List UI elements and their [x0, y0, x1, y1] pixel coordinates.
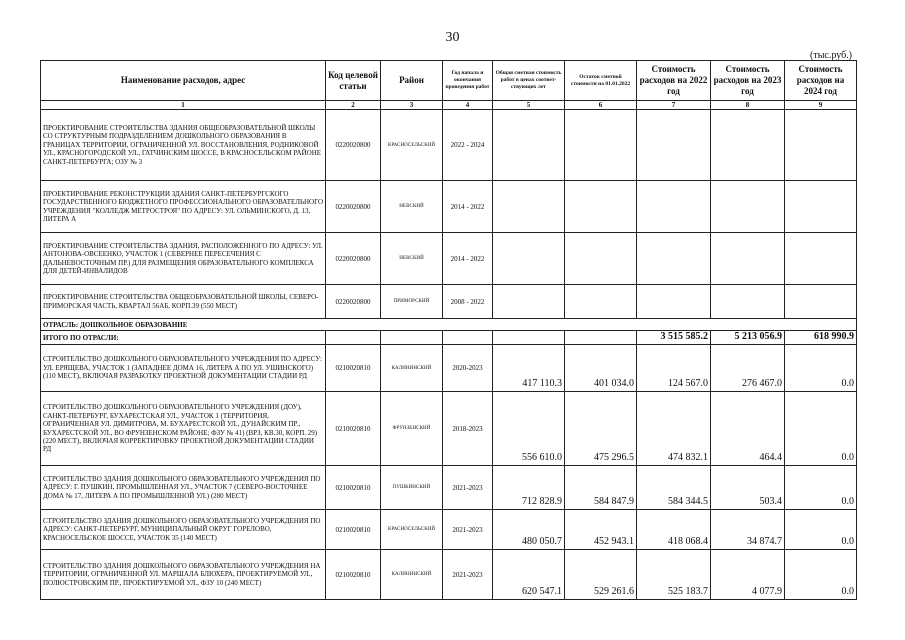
budget-code: 0210020810 [326, 466, 381, 510]
total-2023: 5 213 056.9 [711, 331, 785, 345]
district: КРАСНОСЕЛЬСКИЙ [381, 510, 443, 550]
table-row [41, 181, 857, 233]
cost-2023: 4 077.9 [711, 550, 785, 600]
header-total-cost: Общая сметная стоимость работ в ценах соответ-ствующих лет [493, 61, 565, 101]
work-period: 2021-2023 [443, 550, 493, 600]
cost-2024 [785, 285, 857, 319]
cost-2024: 0.0 [785, 392, 857, 466]
cost-2024 [785, 233, 857, 285]
table-row [41, 285, 857, 319]
expense-name: ПРОЕКТИРОВАНИЕ СТРОИТЕЛЬСТВА ЗДАНИЯ ОБЩЕОБРАЗОВАТЕЛЬНОЙ ШКОЛЫ СО СТРУКТУРНЫМ ПОДРАЗДЕЛЕНИЕМ ДОШКОЛЬНОГО ОБРАЗОВАНИЯ В ГРАНИЦАХ ТЕРРИТОРИИ, ОГРАНИЧЕННОЙ УЛ. ВОССТАНОВЛЕНИЯ, РОДНИКОВОЙ УЛ., КРАСНОГОРОДСКОЙ УЛ., ГАТЧИНСКИМ ШОССЕ, В КРАСНОСЕЛЬСКОМ РАЙОНЕ САНКТ-ПЕТЕРБУРГА; ОЗУ № 3 [41, 110, 326, 181]
cost-2024: 0.0 [785, 466, 857, 510]
remaining-cost: 475 296.5 [565, 392, 637, 466]
remaining-cost: 529 261.6 [565, 550, 637, 600]
expense-name: СТРОИТЕЛЬСТВО ДОШКОЛЬНОГО ОБРАЗОВАТЕЛЬНОГО УЧРЕЖДЕНИЯ ПО АДРЕСУ: УЛ. ЕРЯЩЕВА, УЧАСТОК 1 (ЗАПАДНЕЕ ДОМА 16, ЛИТЕРА А ПО УЛ. УШИНСКОГО) (110 МЕСТ), ВКЛЮЧАЯ РАЗРАБОТКУ ПРОЕКТНОЙ ДОКУМЕНТАЦИИ СТАДИИ РД [41, 345, 326, 392]
expense-name: ПРОЕКТИРОВАНИЕ СТРОИТЕЛЬСТВА ЗДАНИЯ, РАСПОЛОЖЕННОГО ПО АДРЕСУ: УЛ. АНТОНОВА-ОВСЕЕНКО, УЧАСТОК 1 (СЕВЕРНЕЕ ПЕРЕСЕЧЕНИЯ С ДАЛЬНЕВОСТОЧНЫМ ПР.) ДЛЯ РАЗМЕЩЕНИЯ ОБРАЗОВАТЕЛЬНОГО КОМПЛЕКСА ДЛЯ ДЕТЕЙ-ИНВАЛИДОВ [41, 233, 326, 285]
cost-2024: 0.0 [785, 550, 857, 600]
total-label: ИТОГО ПО ОТРАСЛИ: [41, 331, 326, 345]
total-cost: 620 547.1 [493, 550, 565, 600]
table-row [41, 550, 857, 600]
column-number: 8 [711, 101, 785, 110]
district: КРАСНОСЕЛЬСКИЙ [381, 110, 443, 181]
budget-code: 0210020810 [326, 510, 381, 550]
column-number: 5 [493, 101, 565, 110]
budget-code: 0220020800 [326, 233, 381, 285]
work-period: 2021-2023 [443, 510, 493, 550]
table-row [41, 110, 857, 181]
cost-2023: 464.4 [711, 392, 785, 466]
total-cost: 556 610.0 [493, 392, 565, 466]
header-district: Район [381, 61, 443, 101]
expense-name: ПРОЕКТИРОВАНИЕ СТРОИТЕЛЬСТВА ОБЩЕОБРАЗОВАТЕЛЬНОЙ ШКОЛЫ, СЕВЕРО-ПРИМОРСКАЯ ЧАСТЬ, КВАРТАЛ 56АБ, КОРП.39 (550 МЕСТ) [41, 285, 326, 319]
header-code: Код целевой статьи [326, 61, 381, 101]
empty-cell [381, 331, 443, 345]
work-period: 2020-2023 [443, 345, 493, 392]
work-period: 2018-2023 [443, 392, 493, 466]
cost-2022 [637, 233, 711, 285]
remaining-cost [565, 110, 637, 181]
expense-name: СТРОИТЕЛЬСТВО ЗДАНИЯ ДОШКОЛЬНОГО ОБРАЗОВАТЕЛЬНОГО УЧРЕЖДЕНИЯ ПО АДРЕСУ: САНКТ-ПЕТЕРБУРГ, МУНИЦИПАЛЬНЫЙ ОКРУГ ГОРЕЛОВО, КРАСНОСЕЛЬСКОЕ ШОССЕ, УЧАСТОК 35 (140 МЕСТ) [41, 510, 326, 550]
remaining-cost [565, 233, 637, 285]
cost-2024 [785, 110, 857, 181]
total-cost: 712 828.9 [493, 466, 565, 510]
cost-2022 [637, 181, 711, 233]
empty-cell [443, 331, 493, 345]
cost-2022: 525 183.7 [637, 550, 711, 600]
district: НЕВСКИЙ [381, 181, 443, 233]
cost-2024 [785, 181, 857, 233]
remaining-cost: 401 034.0 [565, 345, 637, 392]
table-row [41, 345, 857, 392]
page-number: 30 [445, 30, 460, 45]
header-cost-2022: Стоимость расходов на 2022 год [637, 61, 711, 101]
district: ПРИМОРСКИЙ [381, 285, 443, 319]
remaining-cost: 452 943.1 [565, 510, 637, 550]
cost-2024: 0.0 [785, 510, 857, 550]
cost-2024: 0.0 [785, 345, 857, 392]
cost-2023 [711, 233, 785, 285]
column-number: 3 [381, 101, 443, 110]
cost-2023: 276 467.0 [711, 345, 785, 392]
empty-cell [565, 331, 637, 345]
total-cost: 417 110.3 [493, 345, 565, 392]
total-cost: 480 050.7 [493, 510, 565, 550]
expense-name: ПРОЕКТИРОВАНИЕ РЕКОНСТРУКЦИИ ЗДАНИЯ САНКТ-ПЕТЕРБУРГСКОГО ГОСУДАРСТВЕННОГО БЮДЖЕТНОГО ПРОФЕССИОНАЛЬНОГО ОБРАЗОВАТЕЛЬНОГО УЧРЕЖДЕНИЯ "КОЛЛЕДЖ МЕТРОСТРОЯ" ПО АДРЕСУ: УЛ. ОЛЬМИНСКОГО, Д. 13, ЛИТЕРА А [41, 181, 326, 233]
column-number: 4 [443, 101, 493, 110]
cost-2022 [637, 110, 711, 181]
expense-name: СТРОИТЕЛЬСТВО ЗДАНИЯ ДОШКОЛЬНОГО ОБРАЗОВАТЕЛЬНОГО УЧРЕЖДЕНИЯ ПО АДРЕСУ: Г. ПУШКИН, ПРОМЫШЛЕННАЯ УЛ., УЧАСТОК 7 (СЕВЕРО-ВОСТОЧНЕЕ ДОМА № 17, ЛИТЕРА А ПО ПРОМЫШЛЕННОЙ УЛ.) (280 МЕСТ) [41, 466, 326, 510]
column-number: 7 [637, 101, 711, 110]
column-number: 2 [326, 101, 381, 110]
section-title: ОТРАСЛЬ: ДОШКОЛЬНОЕ ОБРАЗОВАНИЕ [41, 319, 857, 331]
total-cost [493, 285, 565, 319]
table-row [41, 466, 857, 510]
column-number: 6 [565, 101, 637, 110]
district: КАЛИНИНСКИЙ [381, 550, 443, 600]
cost-2022: 418 068.4 [637, 510, 711, 550]
total-cost [493, 233, 565, 285]
section-row [41, 319, 857, 331]
district: ФРУНЗЕНСКИЙ [381, 392, 443, 466]
table-row [41, 233, 857, 285]
total-cost [493, 110, 565, 181]
budget-code: 0220020800 [326, 110, 381, 181]
district: ПУШКИНСКИЙ [381, 466, 443, 510]
expense-name: СТРОИТЕЛЬСТВО ЗДАНИЯ ДОШКОЛЬНОГО ОБРАЗОВАТЕЛЬНОГО УЧРЕЖДЕНИЯ НА ТЕРРИТОРИИ, ОГРАНИЧЕННОЙ УЛ. МАРШАЛА БЛЮХЕРА, ПРОЕКТИРУЕМОЙ УЛ., ПОЛЮСТРОВСКИМ ПР., ПРОЕКТИРУЕМОЙ УЛ., ФЗУ 10 (240 МЕСТ) [41, 550, 326, 600]
district: НЕВСКИЙ [381, 233, 443, 285]
work-period: 2014 - 2022 [443, 233, 493, 285]
header-cost-2023: Стоимость расходов на 2023 год [711, 61, 785, 101]
budget-code: 0210020810 [326, 550, 381, 600]
cost-2022: 584 344.5 [637, 466, 711, 510]
remaining-cost: 584 847.9 [565, 466, 637, 510]
work-period: 2008 - 2022 [443, 285, 493, 319]
table-row [41, 510, 857, 550]
header-period: Год начала и окончания проведения работ [443, 61, 493, 101]
empty-cell [326, 331, 381, 345]
work-period: 2021-2023 [443, 466, 493, 510]
column-number-row [41, 101, 857, 110]
table-row [41, 392, 857, 466]
budget-table [40, 60, 857, 600]
total-2022: 3 515 585.2 [637, 331, 711, 345]
total-row [41, 331, 857, 345]
header-name: Наименование расходов, адрес [41, 61, 326, 101]
budget-code: 0220020800 [326, 181, 381, 233]
unit-note: (тыс.руб.) [810, 50, 853, 61]
cost-2023 [711, 285, 785, 319]
header-row [41, 61, 857, 101]
cost-2023: 34 874.7 [711, 510, 785, 550]
work-period: 2014 - 2022 [443, 181, 493, 233]
budget-code: 0210020810 [326, 392, 381, 466]
header-remaining: Остаток сметной стоимости на 01.01.2022 [565, 61, 637, 101]
expense-name: СТРОИТЕЛЬСТВО ДОШКОЛЬНОГО ОБРАЗОВАТЕЛЬНОГО УЧРЕЖДЕНИЯ (ДОУ), САНКТ-ПЕТЕРБУРГ, БУХАРЕСТСКАЯ УЛ., УЧАСТОК 1 (ТЕРРИТОРИЯ, ОГРАНИЧЕННАЯ УЛ. ДИМИТРОВА, М. БУХАРЕСТСКОЙ УЛ., ДУНАЙСКИМ ПР., БУХАРЕСТСКОЙ УЛ., ВО ФРУНЗЕНСКОМ РАЙОНЕ; ФЗУ № 41) (ВРЗ, КВ.30, КОРП. 29) (220 МЕСТ), ВКЛЮЧАЯ КОРРЕКТИРОВКУ ПРОЕКТНОЙ ДОКУМЕНТАЦИИ СТАДИИ РД [41, 392, 326, 466]
cost-2022: 474 832.1 [637, 392, 711, 466]
cost-2022: 124 567.0 [637, 345, 711, 392]
header-cost-2024: Стоимость расходов на 2024 год [785, 61, 857, 101]
cost-2022 [637, 285, 711, 319]
cost-2023 [711, 181, 785, 233]
remaining-cost [565, 285, 637, 319]
budget-code: 0210020810 [326, 345, 381, 392]
cost-2023: 503.4 [711, 466, 785, 510]
column-number: 9 [785, 101, 857, 110]
remaining-cost [565, 181, 637, 233]
empty-cell [493, 331, 565, 345]
column-number: 1 [41, 101, 326, 110]
budget-code: 0220020800 [326, 285, 381, 319]
work-period: 2022 - 2024 [443, 110, 493, 181]
total-cost [493, 181, 565, 233]
total-2024: 618 990.9 [785, 331, 857, 345]
district: КАЛИНИНСКИЙ [381, 345, 443, 392]
cost-2023 [711, 110, 785, 181]
